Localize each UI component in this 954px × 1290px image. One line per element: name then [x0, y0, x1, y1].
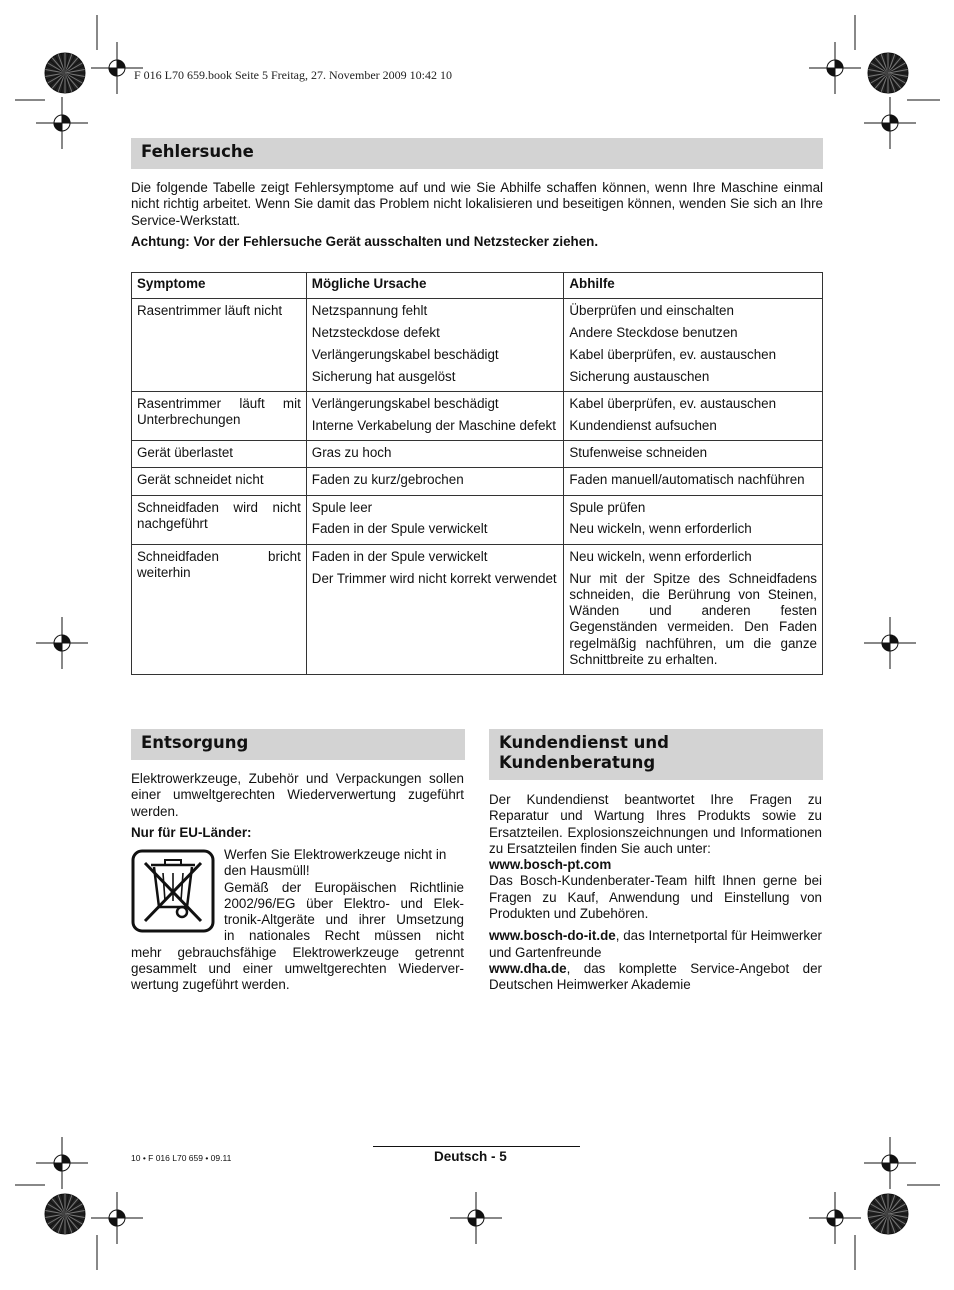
entsorgung-intro: Elektrowerkzeuge, Zubehör und Verpackungen sollen einer umweltgerechten Wiederverwertung zugeführt werden.	[131, 771, 464, 819]
link-dha[interactable]: www.dha.de	[489, 960, 567, 976]
symptom-cell: Schneidfaden wird nicht nachgeführt	[132, 495, 307, 544]
table-row	[132, 299, 823, 392]
link-bosch-pt[interactable]: www.bosch-pt.com	[489, 857, 612, 873]
print-header: F 016 L70 659.book Seite 5 Freitag, 27. November 2009 10:42 10	[134, 68, 452, 82]
footer-rule	[373, 1146, 580, 1147]
table-row	[132, 544, 823, 675]
table-row	[132, 468, 823, 495]
symptom-cell: Gerät überlastet	[132, 441, 307, 468]
table-header-row	[132, 273, 823, 299]
fehlersuche-intro: Die folgende Tabelle zeigt Fehlersymptome auf und wie Sie Abhilfe schaffen können, wenn Ihre Maschine einmal nicht richtig arbeitet. Wenn Sie damit das Problem nicht lokalisieren und beseitigen können, wenden Sie sich an Ihre Service-Werkstatt.	[131, 180, 823, 228]
cause-cell: Verlängerungskabel beschädigt Interne Verkabelung der Maschine defekt	[306, 391, 564, 440]
remedy-cell: Stufenweise schneiden	[564, 441, 823, 468]
cause-cell: Spule leer Faden in der Spule verwickelt	[306, 495, 564, 544]
column-header: Symptome	[132, 273, 307, 299]
symptom-cell: Schneidfaden bricht weiterhin	[132, 544, 307, 675]
table-row	[132, 391, 823, 440]
footer-print-code: 10 • F 016 L70 659 • 09.11	[131, 1153, 232, 1163]
remedy-cell: Neu wickeln, wenn erforderlich Nur mit der Spitze des Schneidfadens schneiden, die Berührung von Steinen, Wänden und anderen festen Gegenständen vermeiden. Den Faden regelmäßig nachführen, um die ganze Schnittbreite zu erhalten.	[564, 544, 823, 675]
section-title-entsorgung: Entsorgung	[131, 729, 465, 760]
kundendienst-text: Der Kundendienst beantwortet Ihre Fragen zu Reparatur und Wartung Ihres Produkts sowie zu Ersatzteilen. Explosionszeichnungen und Informationen zu Ersatzteilen finden Sie auch unter: www.bosch-pt.com Das Bosch-Kundenberater-Team hilft Ihnen gerne bei Fragen zu Kauf, Anwendung und Einstellung von Produkten und Zubehören. www.bosch-do-it.de, das Internetportal für Heimwerker und Gartenfreunde www.dha.de, das komplette Service-Angebot der Deutschen Heimwerker Akademie	[489, 792, 822, 993]
eu-label: Nur für EU-Länder:	[131, 825, 252, 840]
cause-cell: Gras zu hoch	[306, 441, 564, 468]
column-header: Mögliche Ursache	[306, 273, 564, 299]
section-title-kundendienst: Kundendienst und Kundenberatung	[489, 729, 823, 780]
cause-cell: Faden zu kurz/gebrochen	[306, 468, 564, 495]
remedy-cell: Faden manuell/automatisch nachführen	[564, 468, 823, 495]
page-number: Deutsch - 5	[434, 1149, 507, 1164]
cause-cell: Netzspannung fehlt Netzsteckdose defekt Verlängerungskabel beschädigt Sicherung hat ausgelöst	[306, 299, 564, 392]
table-row	[132, 441, 823, 468]
symptom-cell: Rasentrimmer läuft mit Unterbrechungen	[132, 391, 307, 440]
remedy-cell: Überprüfen und einschalten Andere Steckdose benutzen Kabel überprüfen, ev. austauschen Sicherung austauschen	[564, 299, 823, 392]
section-title-fehlersuche: Fehlersuche	[131, 138, 823, 169]
remedy-cell: Kabel überprüfen, ev. austauschen Kundendienst aufsuchen	[564, 391, 823, 440]
symptom-cell: Gerät schneidet nicht	[132, 468, 307, 495]
fehlersuche-warning: Achtung: Vor der Fehlersuche Gerät ausschalten und Netzstecker ziehen.	[131, 234, 599, 249]
entsorgung-eu-text: Werfen Sie Elektrowerkzeuge nicht in den Hausmüll! Gemäß der Europäischen Richtlinie 2002/96/EG über Elektro- und Elek- tronik-Altgeräte und ihrer Umsetzung in nationales Recht müssen nicht mehr gebrauchsfähige Elektrowerkzeuge getrennt gesammelt und einer umweltgerechten Wiederver- wertung zugeführt werden.	[131, 847, 464, 993]
cause-cell: Faden in der Spule verwickelt Der Trimmer wird nicht korrekt verwendet	[306, 544, 564, 675]
table-row	[132, 495, 823, 544]
link-bosch-do-it[interactable]: www.bosch-do-it.de	[489, 928, 616, 944]
column-header: Abhilfe	[564, 273, 823, 299]
symptom-cell: Rasentrimmer läuft nicht	[132, 299, 307, 392]
troubleshooting-table	[131, 272, 823, 675]
remedy-cell: Spule prüfen Neu wickeln, wenn erforderlich	[564, 495, 823, 544]
